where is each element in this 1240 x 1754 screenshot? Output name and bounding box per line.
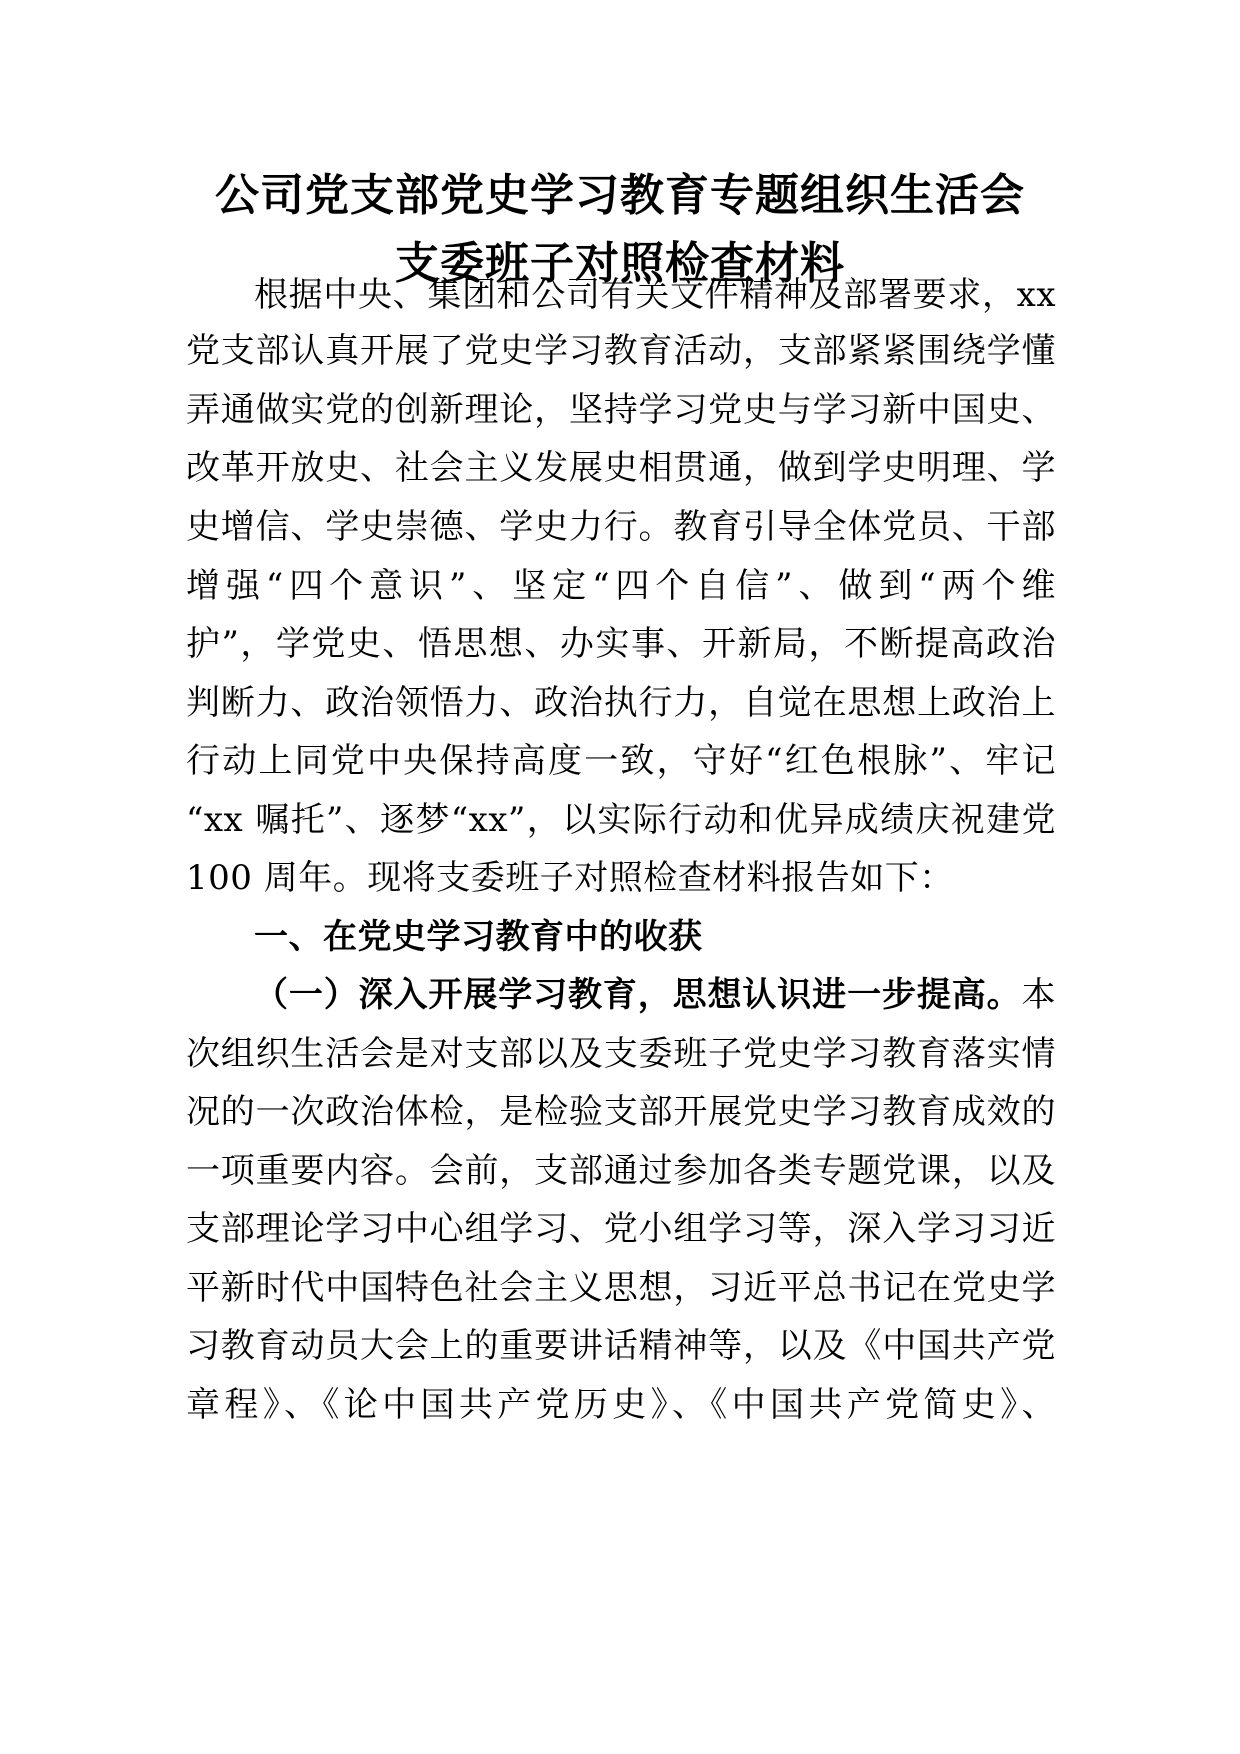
paragraph-line: 根据中央、集团和公司有关文件精神及部署要求，xx <box>254 275 1056 315</box>
paragraph-line: 况的一次政治体检，是检验支部开展党史学习教育成效的 <box>186 1092 1056 1132</box>
paragraph-line: 改革开放史、社会主义发展史相贯通，做到学史明理、学 <box>186 448 1056 488</box>
paragraph-line: 支部理论学习中心组学习、党小组学习等，深入学习习近 <box>186 1209 1056 1249</box>
subsection-heading: （一）深入开展学习教育，思想认识进一步提高。 <box>254 975 1022 1015</box>
paragraph-line: 习教育动员大会上的重要讲话精神等，以及《中国共产党 <box>186 1326 1056 1366</box>
paragraph-line: 平新时代中国特色社会主义思想，习近平总书记在党史学 <box>186 1268 1056 1308</box>
document-title-line-2: 支委班子对照检查材料 <box>395 238 845 289</box>
paragraph-line: “xx 嘱托”、逐梦“xx”，以实际行动和优异成绩庆祝建党 <box>186 800 1056 840</box>
paragraph-line: 史增信、学史崇德、学史力行。教育引导全体党员、干部 <box>186 507 1056 547</box>
subsection-first-line <box>254 970 1056 1020</box>
paragraph-line: 判断力、政治领悟力、政治执行力，自觉在思想上政治上 <box>186 683 1056 723</box>
paragraph-line: 党支部认真开展了党史学习教育活动，支部紧紧围绕学懂 <box>186 331 1056 371</box>
paragraph-line: 次组织生活会是对支部以及支委班子党史学习教育落实情 <box>186 1034 1056 1074</box>
subsection-text-start: 本 <box>1021 975 1056 1015</box>
paragraph-line: 增强“四个意识”、坚定“四个自信”、做到“两个维 <box>186 566 1056 606</box>
paragraph-line: 章程》、《论中国共产党历史》、《中国共产党简史》、 <box>186 1385 1056 1425</box>
document-title-line-1: 公司党支部党史学习教育专题组织生活会 <box>215 170 1025 221</box>
paragraph-line: 100 周年。现将支委班子对照检查材料报告如下： <box>186 858 954 898</box>
section-heading: 一、在党史学习教育中的收获 <box>254 917 703 957</box>
paragraph-line: 护”，学党史、悟思想、办实事、开新局，不断提高政治 <box>186 624 1056 664</box>
paragraph-line: 行动上同党中央保持高度一致，守好“红色根脉”、牢记 <box>186 741 1056 781</box>
paragraph-line: 一项重要内容。会前，支部通过参加各类专题党课，以及 <box>186 1151 1056 1191</box>
paragraph-line: 弄通做实党的创新理论，坚持学习党史与学习新中国史、 <box>186 390 1056 430</box>
